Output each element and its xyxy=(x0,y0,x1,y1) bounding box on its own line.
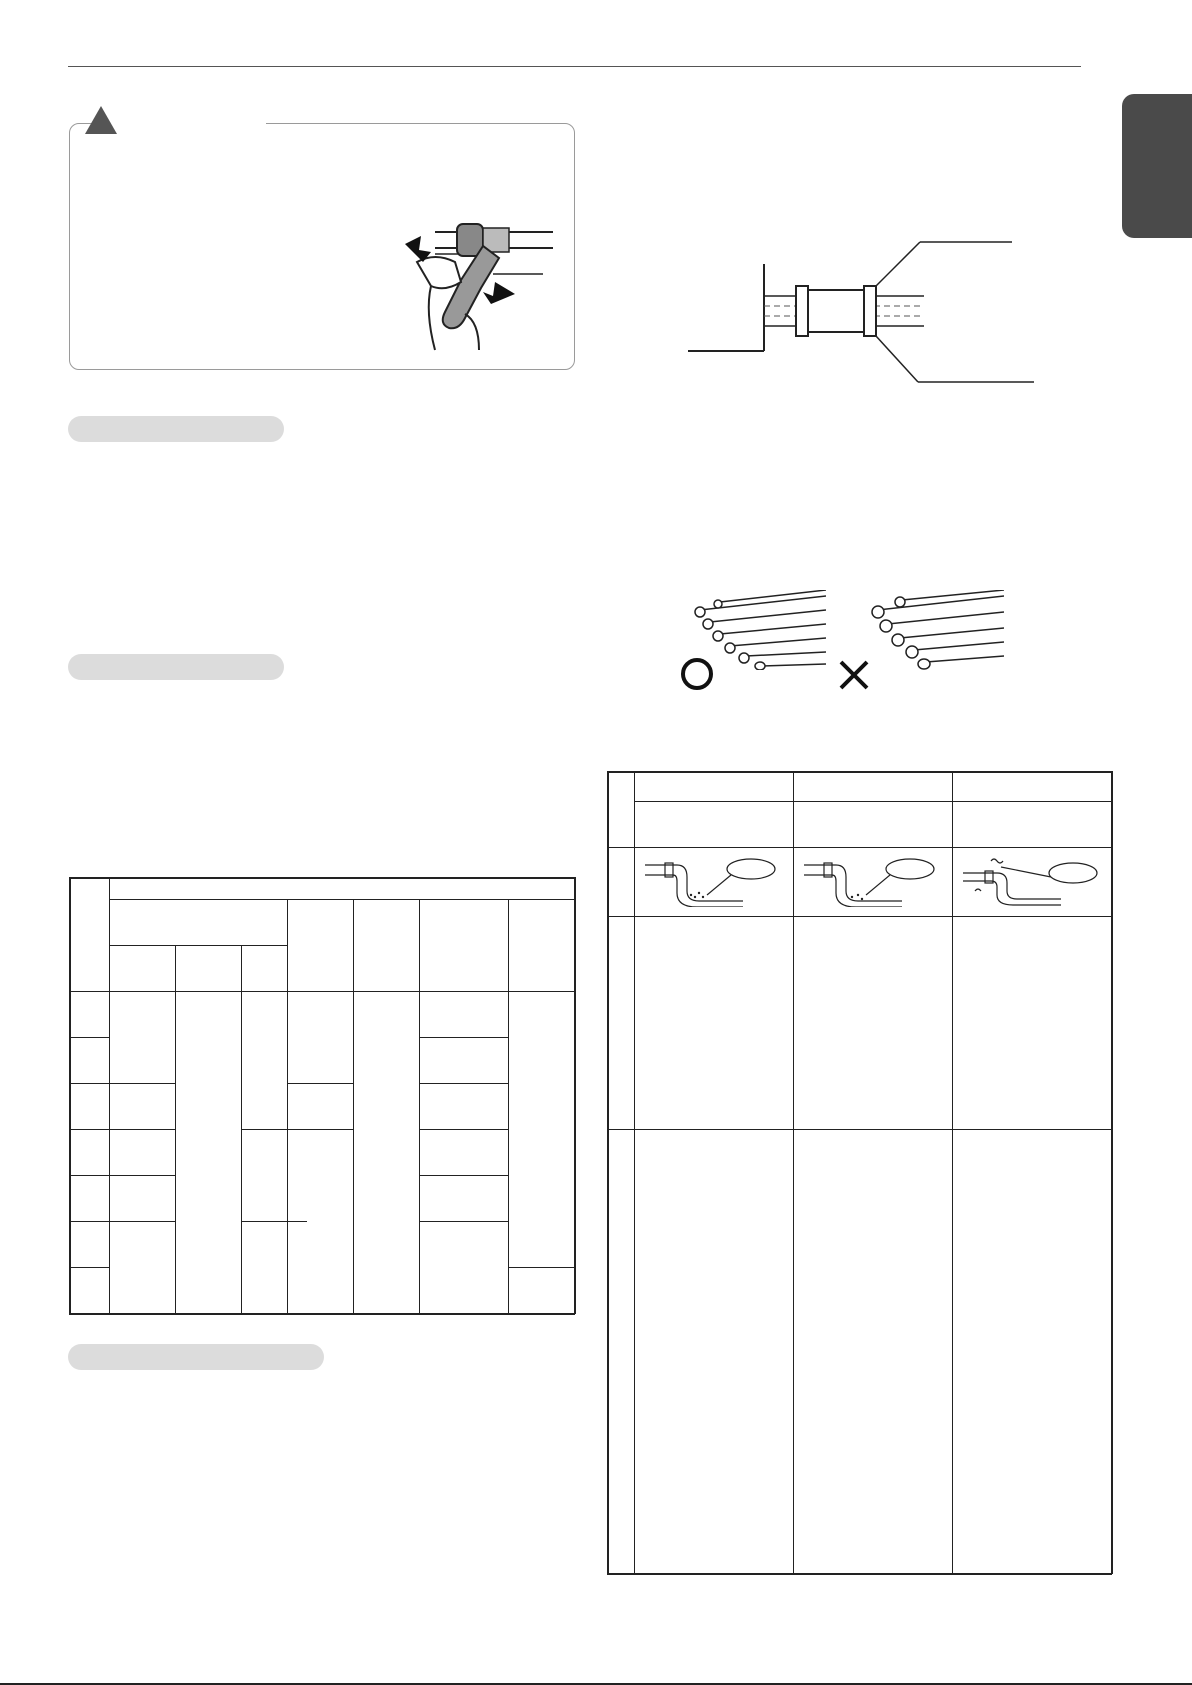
pipe-bundle-uncapped-icon xyxy=(868,590,1004,670)
contamination-table-right xyxy=(607,771,1112,1574)
caution-box-gap xyxy=(94,117,266,127)
pipe-leak-icon xyxy=(961,855,1101,907)
spec-table-left xyxy=(69,877,575,1314)
language-tab[interactable] xyxy=(1122,94,1192,238)
section-heading-pill xyxy=(68,1344,324,1370)
header-rule xyxy=(68,66,1081,67)
pipe-moisture-icon xyxy=(802,855,938,907)
x-mark-icon xyxy=(838,659,870,691)
section-heading-pill xyxy=(68,654,284,680)
circle-o-icon xyxy=(680,657,714,691)
wrench-hand-icon xyxy=(395,222,555,352)
pipe-dust-icon xyxy=(643,855,779,907)
warning-triangle-icon xyxy=(84,105,118,135)
section-heading-pill xyxy=(68,416,284,442)
pipe-end-cap-icon xyxy=(688,236,1038,386)
